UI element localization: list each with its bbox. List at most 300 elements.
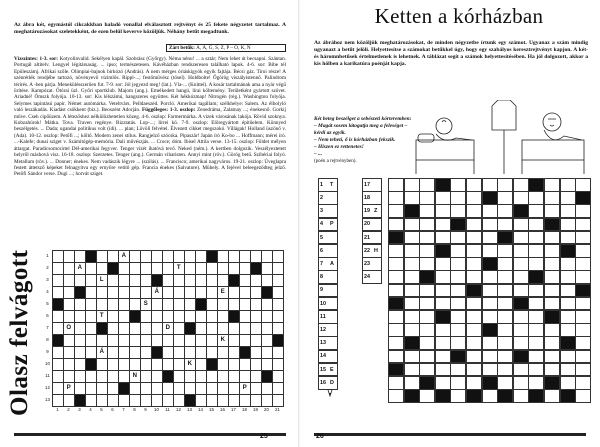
grid-cell[interactable]	[217, 262, 229, 275]
grid-cell[interactable]	[575, 204, 591, 218]
grid-cell[interactable]	[466, 257, 482, 271]
grid-cell[interactable]	[63, 394, 75, 407]
grid-cell[interactable]	[63, 274, 75, 287]
grid-cell[interactable]	[63, 334, 75, 347]
grid-cell[interactable]	[96, 262, 108, 275]
grid-cell[interactable]	[513, 244, 529, 258]
grid-cell[interactable]	[513, 363, 529, 377]
grid-cell[interactable]	[228, 382, 240, 395]
legend-cell[interactable]	[362, 257, 382, 271]
grid-cell[interactable]	[513, 376, 529, 390]
grid-cell[interactable]	[528, 310, 544, 324]
grid-cell[interactable]	[129, 346, 141, 359]
grid-cell[interactable]	[404, 191, 420, 205]
grid-cell[interactable]	[85, 382, 97, 395]
grid-cell[interactable]	[85, 334, 97, 347]
grid-cell[interactable]	[107, 346, 119, 359]
grid-cell[interactable]	[206, 334, 218, 347]
grid-cell[interactable]	[228, 358, 240, 371]
grid-cell[interactable]	[466, 336, 482, 350]
grid-cell[interactable]	[466, 191, 482, 205]
grid-cell[interactable]	[239, 334, 251, 347]
grid-cell[interactable]	[107, 334, 119, 347]
grid-cell[interactable]	[162, 394, 174, 407]
grid-cell[interactable]	[162, 262, 174, 275]
grid-cell[interactable]	[140, 334, 152, 347]
grid-cell[interactable]	[140, 394, 152, 407]
grid-cell[interactable]	[250, 250, 262, 263]
grid-cell[interactable]	[195, 358, 207, 371]
grid-cell[interactable]	[528, 363, 544, 377]
grid-cell[interactable]	[544, 350, 560, 364]
grid-cell[interactable]: S	[140, 298, 152, 311]
grid-cell[interactable]	[544, 297, 560, 311]
grid-cell[interactable]	[261, 322, 273, 335]
grid-cell[interactable]	[575, 350, 591, 364]
grid-cell[interactable]	[217, 298, 229, 311]
grid-cell[interactable]	[217, 358, 229, 371]
grid-cell[interactable]	[450, 178, 466, 192]
grid-cell[interactable]	[151, 382, 163, 395]
grid-cell[interactable]	[85, 394, 97, 407]
grid-cell[interactable]	[482, 310, 498, 324]
grid-cell[interactable]	[466, 244, 482, 258]
grid-cell[interactable]	[404, 178, 420, 192]
grid-cell[interactable]	[52, 358, 64, 371]
grid-cell[interactable]	[63, 370, 75, 383]
grid-cell[interactable]	[261, 394, 273, 407]
grid-cell[interactable]	[513, 191, 529, 205]
grid-cell[interactable]	[272, 346, 284, 359]
grid-cell[interactable]	[239, 286, 251, 299]
grid-cell[interactable]	[388, 218, 404, 232]
grid-cell[interactable]	[239, 394, 251, 407]
grid-cell[interactable]	[151, 322, 163, 335]
grid-cell[interactable]	[419, 284, 435, 298]
grid-cell[interactable]	[450, 191, 466, 205]
grid-cell[interactable]	[466, 376, 482, 390]
legend-cell[interactable]	[318, 257, 338, 271]
grid-cell[interactable]	[140, 358, 152, 371]
grid-cell[interactable]	[151, 358, 163, 371]
grid-cell[interactable]	[419, 231, 435, 245]
grid-cell[interactable]	[195, 310, 207, 323]
grid-cell[interactable]	[184, 274, 196, 287]
grid-cell[interactable]	[162, 286, 174, 299]
grid-cell[interactable]	[206, 394, 218, 407]
grid-cell[interactable]	[63, 262, 75, 275]
legend-cell[interactable]	[318, 336, 338, 350]
grid-cell[interactable]	[528, 231, 544, 245]
grid-cell[interactable]	[466, 231, 482, 245]
grid-cell[interactable]	[388, 191, 404, 205]
grid-cell[interactable]	[118, 370, 130, 383]
grid-cell[interactable]	[272, 286, 284, 299]
grid-cell[interactable]	[129, 250, 141, 263]
grid-cell[interactable]	[118, 394, 130, 407]
grid-cell[interactable]	[129, 298, 141, 311]
grid-cell[interactable]	[450, 389, 466, 403]
grid-cell[interactable]	[206, 322, 218, 335]
grid-cell[interactable]	[162, 334, 174, 347]
grid-cell[interactable]	[544, 336, 560, 350]
grid-cell[interactable]	[419, 297, 435, 311]
grid-cell[interactable]	[52, 286, 64, 299]
grid-cell[interactable]	[560, 297, 576, 311]
grid-cell[interactable]	[129, 334, 141, 347]
legend-cell[interactable]	[318, 244, 338, 258]
legend-cell[interactable]	[318, 350, 338, 364]
grid-cell[interactable]	[404, 244, 420, 258]
grid-cell[interactable]	[228, 298, 240, 311]
grid-cell[interactable]: Á	[151, 286, 163, 299]
grid-cell[interactable]	[140, 310, 152, 323]
grid-cell[interactable]	[173, 370, 185, 383]
grid-cell[interactable]	[228, 322, 240, 335]
grid-cell[interactable]	[96, 394, 108, 407]
grid-cell[interactable]	[528, 297, 544, 311]
grid-cell[interactable]	[228, 250, 240, 263]
grid-cell[interactable]	[118, 298, 130, 311]
grid-cell[interactable]	[560, 204, 576, 218]
grid-cell[interactable]	[228, 370, 240, 383]
grid-cell[interactable]	[404, 284, 420, 298]
grid-cell[interactable]	[575, 310, 591, 324]
grid-cell[interactable]	[107, 250, 119, 263]
grid-cell[interactable]	[217, 370, 229, 383]
grid-cell[interactable]	[419, 323, 435, 337]
grid-cell[interactable]	[261, 334, 273, 347]
legend-cell[interactable]	[318, 284, 338, 298]
grid-cell[interactable]	[140, 274, 152, 287]
grid-cell[interactable]	[575, 323, 591, 337]
grid-cell[interactable]	[388, 284, 404, 298]
grid-cell[interactable]	[435, 376, 451, 390]
grid-cell[interactable]	[195, 262, 207, 275]
grid-cell[interactable]	[404, 323, 420, 337]
grid-cell[interactable]	[404, 270, 420, 284]
grid-cell[interactable]	[195, 322, 207, 335]
grid-cell[interactable]	[217, 394, 229, 407]
grid-cell[interactable]: A	[74, 262, 86, 275]
grid-cell[interactable]	[404, 363, 420, 377]
grid-cell[interactable]	[497, 376, 513, 390]
grid-cell[interactable]	[560, 231, 576, 245]
grid-cell[interactable]	[528, 257, 544, 271]
grid-cell[interactable]	[195, 334, 207, 347]
grid-cell[interactable]	[261, 274, 273, 287]
grid-cell[interactable]	[184, 346, 196, 359]
grid-cell[interactable]	[466, 350, 482, 364]
grid-cell[interactable]	[450, 284, 466, 298]
grid-cell[interactable]	[239, 310, 251, 323]
grid-cell[interactable]	[482, 218, 498, 232]
grid-cell[interactable]	[250, 394, 262, 407]
grid-cell[interactable]	[575, 297, 591, 311]
grid-cell[interactable]	[151, 310, 163, 323]
grid-cell[interactable]	[466, 363, 482, 377]
grid-cell[interactable]	[482, 297, 498, 311]
legend-cell[interactable]	[362, 204, 382, 218]
grid-cell[interactable]	[404, 350, 420, 364]
grid-cell[interactable]: E	[217, 286, 229, 299]
grid-cell[interactable]	[173, 358, 185, 371]
grid-cell[interactable]	[250, 370, 262, 383]
grid-cell[interactable]	[250, 382, 262, 395]
grid-cell[interactable]	[450, 204, 466, 218]
legend-cell[interactable]	[318, 270, 338, 284]
grid-cell[interactable]	[52, 250, 64, 263]
grid-cell[interactable]	[151, 370, 163, 383]
grid-cell[interactable]	[206, 274, 218, 287]
grid-cell[interactable]	[513, 336, 529, 350]
grid-cell[interactable]	[173, 250, 185, 263]
grid-cell[interactable]	[74, 274, 86, 287]
grid-cell[interactable]	[575, 363, 591, 377]
grid-cell[interactable]	[450, 323, 466, 337]
grid-cell[interactable]	[140, 286, 152, 299]
grid-cell[interactable]	[272, 298, 284, 311]
grid-cell[interactable]	[140, 262, 152, 275]
grid-cell[interactable]	[575, 376, 591, 390]
grid-cell[interactable]	[140, 370, 152, 383]
grid-cell[interactable]	[228, 394, 240, 407]
grid-cell[interactable]	[52, 310, 64, 323]
grid-cell[interactable]	[575, 336, 591, 350]
grid-cell[interactable]	[575, 389, 591, 403]
grid-cell[interactable]	[419, 191, 435, 205]
grid-cell[interactable]	[435, 284, 451, 298]
grid-cell[interactable]	[404, 376, 420, 390]
grid-cell[interactable]	[528, 244, 544, 258]
legend-cell[interactable]	[318, 191, 338, 205]
legend-cell[interactable]	[318, 310, 338, 324]
grid-cell[interactable]	[173, 310, 185, 323]
grid-cell[interactable]	[173, 286, 185, 299]
grid-cell[interactable]	[560, 323, 576, 337]
grid-cell[interactable]	[497, 178, 513, 192]
grid-cell[interactable]	[162, 274, 174, 287]
grid-cell[interactable]	[195, 382, 207, 395]
legend-cell[interactable]	[362, 270, 382, 284]
grid-cell[interactable]	[239, 322, 251, 335]
grid-cell[interactable]: N	[129, 370, 141, 383]
grid-cell[interactable]	[419, 350, 435, 364]
grid-cell[interactable]	[435, 363, 451, 377]
grid-cell[interactable]	[195, 286, 207, 299]
grid-cell[interactable]	[85, 310, 97, 323]
legend-cell[interactable]	[318, 297, 338, 311]
grid-cell[interactable]	[239, 298, 251, 311]
grid-cell[interactable]	[239, 250, 251, 263]
grid-cell[interactable]	[173, 298, 185, 311]
grid-cell[interactable]	[404, 297, 420, 311]
grid-cell[interactable]	[560, 270, 576, 284]
grid-cell[interactable]	[239, 262, 251, 275]
grid-cell[interactable]	[513, 178, 529, 192]
grid-cell[interactable]	[544, 323, 560, 337]
grid-cell[interactable]	[419, 336, 435, 350]
grid-cell[interactable]: P	[63, 382, 75, 395]
grid-cell[interactable]	[261, 298, 273, 311]
grid-cell[interactable]	[497, 350, 513, 364]
grid-cell[interactable]	[404, 310, 420, 324]
grid-cell[interactable]	[118, 358, 130, 371]
grid-cell[interactable]	[217, 310, 229, 323]
grid-cell[interactable]	[85, 298, 97, 311]
grid-cell[interactable]	[140, 346, 152, 359]
grid-cell[interactable]	[206, 346, 218, 359]
grid-cell[interactable]	[560, 310, 576, 324]
grid-cell[interactable]	[195, 370, 207, 383]
grid-cell[interactable]	[118, 286, 130, 299]
grid-cell[interactable]	[466, 310, 482, 324]
grid-cell[interactable]	[151, 394, 163, 407]
grid-cell[interactable]	[528, 218, 544, 232]
grid-cell[interactable]	[388, 178, 404, 192]
grid-cell[interactable]	[85, 322, 97, 335]
grid-cell[interactable]	[419, 244, 435, 258]
grid-cell[interactable]	[206, 370, 218, 383]
grid-cell[interactable]	[497, 297, 513, 311]
grid-cell[interactable]	[228, 286, 240, 299]
grid-cell[interactable]	[63, 358, 75, 371]
grid-cell[interactable]	[261, 382, 273, 395]
grid-cell[interactable]	[118, 262, 130, 275]
grid-cell[interactable]	[435, 231, 451, 245]
grid-cell[interactable]	[450, 297, 466, 311]
legend-cell[interactable]	[362, 218, 382, 232]
grid-cell[interactable]	[107, 298, 119, 311]
grid-cell[interactable]	[96, 370, 108, 383]
grid-cell[interactable]	[162, 358, 174, 371]
grid-cell[interactable]	[206, 286, 218, 299]
grid-cell[interactable]	[261, 250, 273, 263]
grid-cell[interactable]	[74, 250, 86, 263]
grid-cell[interactable]	[388, 257, 404, 271]
grid-cell[interactable]	[560, 363, 576, 377]
grid-cell[interactable]	[482, 363, 498, 377]
grid-cell[interactable]	[173, 334, 185, 347]
grid-cell[interactable]	[528, 191, 544, 205]
grid-cell[interactable]	[497, 284, 513, 298]
grid-cell[interactable]	[107, 286, 119, 299]
grid-cell[interactable]	[497, 336, 513, 350]
grid-cell[interactable]	[140, 322, 152, 335]
grid-cell[interactable]	[435, 323, 451, 337]
grid-cell[interactable]	[272, 358, 284, 371]
grid-cell[interactable]	[419, 178, 435, 192]
grid-cell[interactable]	[497, 244, 513, 258]
grid-cell[interactable]	[497, 363, 513, 377]
grid-cell[interactable]	[173, 274, 185, 287]
grid-cell[interactable]	[162, 310, 174, 323]
grid-cell[interactable]	[513, 284, 529, 298]
grid-cell[interactable]: L	[96, 274, 108, 287]
grid-cell[interactable]	[497, 310, 513, 324]
grid-cell[interactable]	[96, 382, 108, 395]
grid-cell[interactable]	[528, 350, 544, 364]
grid-cell[interactable]	[151, 262, 163, 275]
grid-cell[interactable]	[497, 204, 513, 218]
grid-cell[interactable]	[513, 218, 529, 232]
grid-cell[interactable]	[560, 350, 576, 364]
grid-cell[interactable]	[560, 191, 576, 205]
grid-cell[interactable]	[52, 346, 64, 359]
grid-cell[interactable]: K	[217, 334, 229, 347]
grid-cell[interactable]	[404, 231, 420, 245]
grid-cell[interactable]	[74, 358, 86, 371]
grid-cell[interactable]	[63, 298, 75, 311]
grid-cell[interactable]	[74, 322, 86, 335]
grid-cell[interactable]	[107, 274, 119, 287]
legend-cell[interactable]	[362, 244, 382, 258]
legend-cell[interactable]	[362, 178, 382, 192]
grid-cell[interactable]	[544, 178, 560, 192]
grid-cell[interactable]	[52, 382, 64, 395]
grid-cell[interactable]	[544, 389, 560, 403]
grid-cell[interactable]	[118, 346, 130, 359]
grid-cell[interactable]	[513, 323, 529, 337]
grid-cell[interactable]	[228, 346, 240, 359]
grid-cell[interactable]	[388, 270, 404, 284]
grid-cell[interactable]	[151, 334, 163, 347]
grid-cell[interactable]	[140, 250, 152, 263]
grid-cell[interactable]	[560, 284, 576, 298]
grid-cell[interactable]	[513, 257, 529, 271]
grid-cell[interactable]	[388, 376, 404, 390]
grid-cell[interactable]	[239, 370, 251, 383]
legend-cell[interactable]	[318, 178, 338, 192]
grid-cell[interactable]	[96, 286, 108, 299]
grid-cell[interactable]	[466, 218, 482, 232]
grid-cell[interactable]	[419, 257, 435, 271]
grid-cell[interactable]	[118, 310, 130, 323]
grid-cell[interactable]	[173, 382, 185, 395]
grid-cell[interactable]	[544, 363, 560, 377]
grid-cell[interactable]	[162, 382, 174, 395]
grid-cell[interactable]	[239, 358, 251, 371]
grid-cell[interactable]	[52, 262, 64, 275]
grid-cell[interactable]	[107, 370, 119, 383]
grid-cell[interactable]	[217, 250, 229, 263]
grid-cell[interactable]	[482, 231, 498, 245]
grid-cell[interactable]	[435, 257, 451, 271]
grid-cell[interactable]	[63, 346, 75, 359]
grid-cell[interactable]	[575, 270, 591, 284]
grid-cell[interactable]	[217, 322, 229, 335]
grid-cell[interactable]	[85, 346, 97, 359]
grid-cell[interactable]	[206, 298, 218, 311]
grid-cell[interactable]: K	[184, 358, 196, 371]
grid-cell[interactable]	[85, 274, 97, 287]
grid-cell[interactable]	[528, 323, 544, 337]
grid-cell[interactable]	[74, 334, 86, 347]
grid-cell[interactable]	[272, 382, 284, 395]
grid-cell[interactable]	[74, 346, 86, 359]
grid-cell[interactable]	[52, 274, 64, 287]
grid-cell[interactable]	[528, 376, 544, 390]
grid-cell[interactable]	[195, 394, 207, 407]
grid-cell[interactable]	[250, 322, 262, 335]
grid-cell[interactable]	[195, 274, 207, 287]
grid-cell[interactable]	[272, 274, 284, 287]
grid-cell[interactable]	[74, 298, 86, 311]
grid-cell[interactable]	[450, 310, 466, 324]
grid-cell[interactable]	[466, 178, 482, 192]
grid-cell[interactable]	[184, 370, 196, 383]
grid-cell[interactable]	[544, 231, 560, 245]
